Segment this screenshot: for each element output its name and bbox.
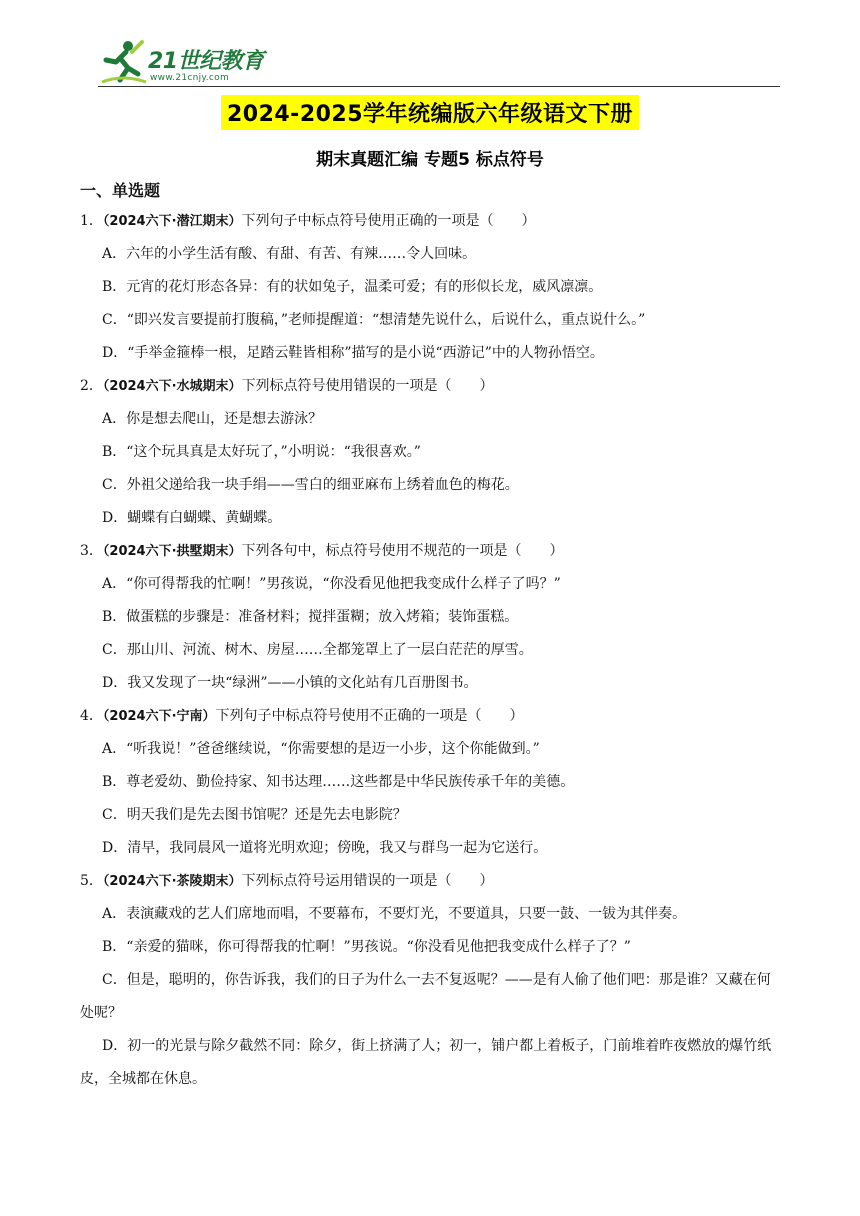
answer-option: C．“即兴发言要提前打腹稿，”老师提醒道：“想清楚先说什么，后说什么，重点说什么。”	[102, 312, 646, 328]
answer-option: B．做蛋糕的步骤是：准备材料；搅拌蛋糊；放入烤箱；装饰蛋糕。	[102, 609, 519, 625]
question-list	[80, 205, 780, 1096]
answer-option: D．“手举金箍棒一根，足踏云鞋皆相称”描写的是小说“西游记”中的人物孙悟空。	[102, 345, 604, 361]
question-source: （2024六下·水城期末）	[102, 379, 242, 394]
option-text: C．但是，聪明的，你告诉我，我们的日子为什么一去不复返呢？——是有人偷了他们吧：那是谁？又藏在何处呢？	[80, 972, 771, 1021]
header-divider	[98, 86, 780, 87]
answer-option: B．尊老爱幼、勤俭持家、知书达理……这些都是中华民族传承千年的美德。	[102, 774, 575, 790]
logo-url: www.21cnjy.com	[150, 73, 230, 83]
question-number: 4．	[80, 708, 103, 724]
page-title: 2024-2025学年统编版六年级语文下册	[221, 95, 639, 130]
answer-option: C．明天我们是先去图书馆呢？还是先去电影院？	[102, 807, 407, 823]
answer-option: D．蝴蝶有白蝴蝶、黄蝴蝶。	[102, 510, 282, 526]
question-number: 2．	[80, 378, 103, 394]
question-stem	[80, 700, 780, 733]
question-text: 下列句子中标点符号使用不正确的一项是（ ）	[215, 708, 524, 724]
question-number: 3．	[80, 543, 103, 559]
section-heading: 一、单选题	[80, 181, 161, 200]
answer-option: C．外祖父递给我一块手绢——雪白的细亚麻布上绣着血色的梅花。	[102, 477, 519, 493]
answer-option: D．清早，我同晨风一道将光明欢迎；傍晚，我又与群鸟一起为它送行。	[102, 840, 548, 856]
page-subtitle: 期末真题汇编 专题5 标点符号	[316, 150, 544, 170]
answer-option: A．表演藏戏的艺人们席地而唱，不要幕布，不要灯光，不要道具，只要一鼓、一钹为其伴奏。	[102, 906, 687, 922]
answer-option: B．“亲爱的猫咪，你可得帮我的忙啊！”男孩说。“你没看见他把我变成什么样子了？”	[102, 939, 631, 955]
answer-option	[80, 1030, 780, 1096]
question-text: 下列标点符号使用错误的一项是（ ）	[241, 378, 494, 394]
question-source: （2024六下·宁南）	[102, 709, 216, 724]
answer-option: A．六年的小学生活有酸、有甜、有苦、有辣……令人回味。	[102, 246, 477, 262]
question-number: 5．	[80, 873, 103, 889]
answer-option: A．你是想去爬山，还是想去游泳？	[102, 411, 323, 427]
logo-text: 21世纪教育	[148, 49, 264, 74]
question-text: 下列句子中标点符号使用正确的一项是（ ）	[241, 213, 536, 229]
question-source: （2024六下·茶陵期末）	[102, 874, 242, 889]
question-stem	[80, 370, 780, 403]
option-text: D．初一的光景与除夕截然不同：除夕，街上挤满了人；初一，铺户都上着板子，门前堆着昨夜燃放的爆竹纸皮，全城都在休息。	[80, 1038, 772, 1087]
question-source: （2024六下·拱墅期末）	[102, 544, 242, 559]
question-number: 1．	[80, 213, 103, 229]
question-stem	[80, 535, 780, 568]
answer-option: B．元宵的花灯形态各异：有的状如兔子，温柔可爱；有的形似长龙，威风凛凛。	[102, 279, 603, 295]
logo	[98, 38, 278, 88]
runner-icon	[98, 38, 148, 86]
question-text: 下列各句中，标点符号使用不规范的一项是（ ）	[241, 543, 564, 559]
answer-option: B．“这个玩具真是太好玩了，”小明说：“我很喜欢。”	[102, 444, 421, 460]
question-source: （2024六下·潜江期末）	[102, 214, 242, 229]
option-indent	[80, 972, 102, 988]
answer-option: A．“你可得帮我的忙啊！”男孩说，“你没看见他把我变成什么样子了吗？”	[102, 576, 561, 592]
title-block	[0, 95, 860, 130]
question-text: 下列标点符号运用错误的一项是（ ）	[241, 873, 494, 889]
question-stem	[80, 205, 780, 238]
page-header	[98, 38, 780, 90]
option-indent	[80, 1038, 102, 1054]
answer-option	[80, 964, 780, 1030]
answer-option: C．那山川、河流、树木、房屋……全都笼罩上了一层白茫茫的厚雪。	[102, 642, 533, 658]
question-stem	[80, 865, 780, 898]
answer-option: A．“听我说！”爸爸继续说，“你需要想的是迈一小步，这个你能做到。”	[102, 741, 540, 757]
answer-option: D．我又发现了一块“绿洲”——小镇的文化站有几百册图书。	[102, 675, 478, 691]
